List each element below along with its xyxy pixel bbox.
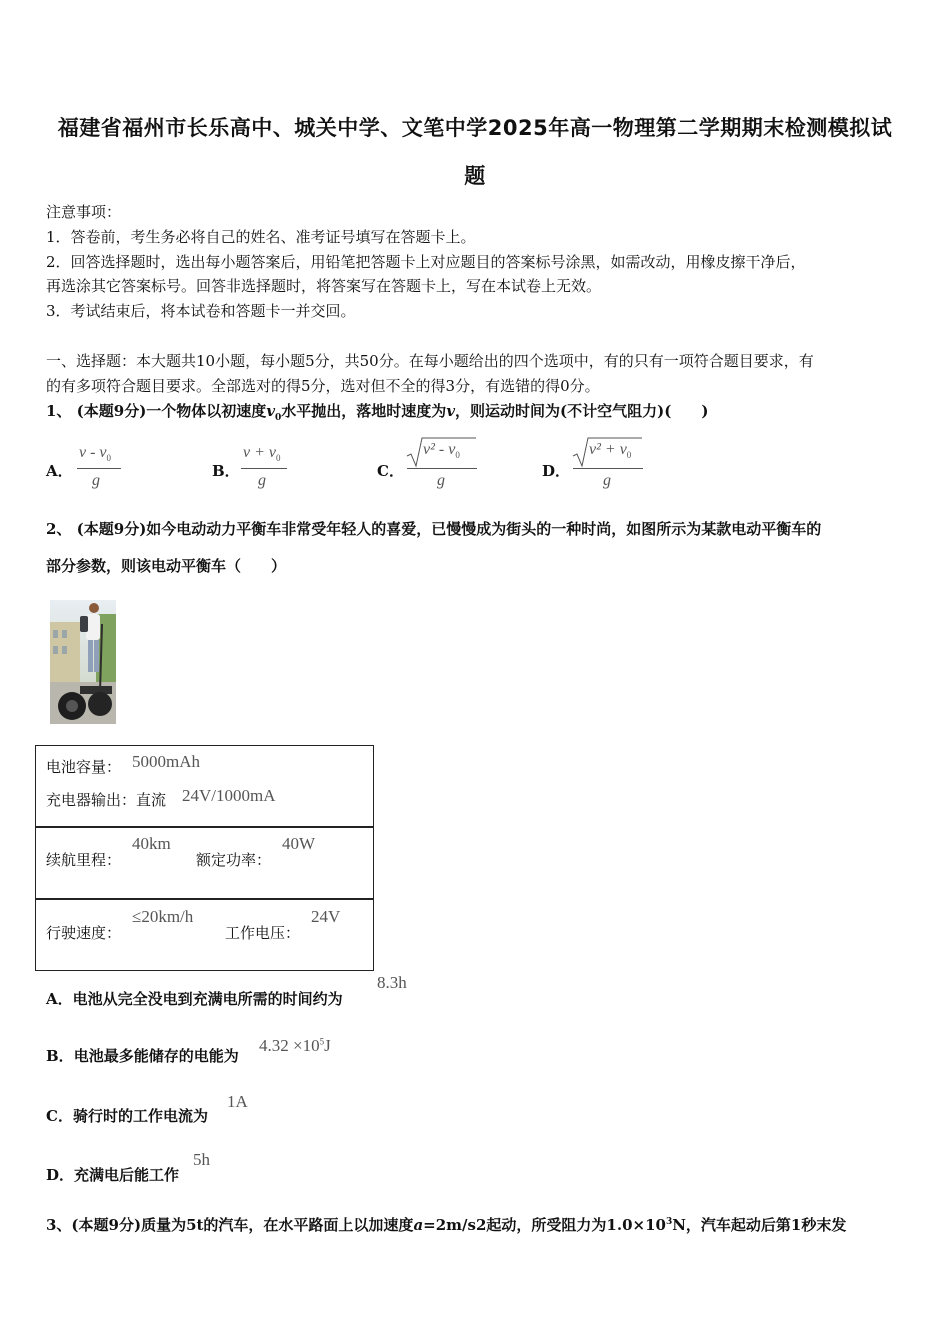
- battery-capacity-value: 5000mAh: [132, 752, 200, 771]
- question-1-stem: [46, 400, 708, 429]
- balance-scooter-photo: [50, 600, 116, 724]
- notice-item: 再选涂其它答案标号。回答非选择题时，将答案写在答题卡上，写在本试卷上无效。: [46, 277, 602, 295]
- option-text: 骑行时的工作电流为: [72, 1107, 208, 1125]
- charger-output-value: 24V/1000mA: [182, 786, 276, 805]
- notice-heading: 注意事项：: [46, 203, 122, 221]
- battery-capacity-label: 电池容量：: [46, 758, 122, 776]
- parameter-table: [35, 745, 374, 971]
- option-letter: A．: [46, 990, 73, 1008]
- range-value: 40km: [132, 834, 171, 853]
- option-letter: D．: [46, 1166, 75, 1184]
- option-b-label[interactable]: B．: [212, 462, 240, 480]
- question-2-stem-continued: 部分参数，则该电动平衡车（ ）: [46, 557, 287, 575]
- speed-label: 行驶速度：: [46, 924, 122, 942]
- option-c-denominator: g: [437, 472, 445, 489]
- variable-v: v: [266, 402, 276, 420]
- page-title: 福建省福州市长乐高中、城关中学、文笔中学2025年高一物理第二学期期末检测模拟试: [57, 116, 893, 140]
- question-3-stem: 3、(本题9分)质量为5t的汽车，在水平路面上以加速度a=2m/s2起动，所受阻力为$1.0\times 10^3N$，汽车起动后第1秒末发: [46, 1216, 847, 1234]
- option-text: 电池从完全没电到充满电所需的时间约为: [72, 990, 343, 1008]
- notice-item: 2．回答选择题时，选出每小题答案后，用铅笔把答题卡上对应题目的答案标号涂黑，如需改动，用橡皮擦干净后，: [46, 253, 806, 271]
- subscript: 0: [275, 413, 282, 423]
- section-instructions: 一、选择题：本大题共10小题，每小题5分，共50分。在每小题给出的四个选项中，有的只有一项符合题目要求，有: [46, 352, 814, 370]
- option-d-denominator: g: [603, 472, 611, 489]
- variable-v: v: [446, 402, 456, 420]
- option-c-numerator: $v^2 - v_0$: [423, 441, 460, 461]
- question-number: 1、: [46, 402, 72, 420]
- option-d[interactable]: [46, 1164, 179, 1186]
- option-b-denominator: g: [258, 472, 266, 489]
- range-label: 续航里程：: [46, 851, 122, 869]
- option-b[interactable]: [46, 1045, 239, 1067]
- fraction-bar: [241, 468, 287, 469]
- notice-item: 3．考试结束后，将本试卷和答题卡一并交回。: [46, 302, 356, 320]
- option-c-label[interactable]: C．: [377, 462, 404, 480]
- question-text: ，则运动时间为(不计空气阻力)( ): [455, 402, 709, 420]
- fraction-bar: [573, 468, 643, 469]
- option-a-denominator: g: [92, 472, 100, 489]
- option-b-numerator: $v + v_0$: [243, 444, 281, 464]
- option-d-value: 5h: [193, 1150, 210, 1169]
- speed-value: ≤20km/h: [132, 907, 194, 926]
- question-2-stem: 2、 (本题9分)如今电动动力平衡车非常受年轻人的喜爱，已慢慢成为街头的一种时尚，如图所示为某款电动平衡车的: [46, 520, 822, 538]
- question-text: (本题9分)一个物体以初速度: [76, 402, 267, 420]
- option-d-numerator: $v^2 + v_0$: [589, 441, 632, 461]
- voltage-value: 24V: [311, 907, 341, 926]
- option-letter: C．: [46, 1107, 73, 1125]
- voltage-label: 工作电压：: [225, 924, 301, 942]
- option-d-label[interactable]: D．: [542, 462, 571, 480]
- option-a[interactable]: [46, 988, 343, 1010]
- rated-power-value: 40W: [282, 834, 316, 853]
- option-text: 充满电后能工作: [74, 1166, 180, 1184]
- charger-output-label: 充电器输出：直流: [46, 791, 167, 809]
- rated-power-label: 额定功率：: [196, 851, 272, 869]
- page-title-continued: 题: [464, 164, 486, 188]
- option-c-value: 1A: [227, 1092, 248, 1111]
- option-b-value: $4.32 \times 10^5J$: [259, 1036, 331, 1055]
- option-a-label[interactable]: A．: [46, 462, 73, 480]
- option-letter: B．: [46, 1047, 74, 1065]
- fraction-bar: [407, 468, 477, 469]
- section-instructions: 的有多项符合题目要求。全部选对的得5分，选对但不全的得3分，有选错的得0分。: [46, 377, 600, 395]
- table-divider: [36, 826, 373, 828]
- question-text: 水平抛出，落地时速度为: [281, 402, 447, 420]
- option-text: 电池最多能储存的电能为: [73, 1047, 239, 1065]
- option-c[interactable]: [46, 1105, 208, 1127]
- variable-a: a: [413, 1216, 424, 1234]
- table-divider: [36, 898, 373, 900]
- option-a-numerator: v - $v_0$: [79, 444, 112, 464]
- fraction-bar: [77, 468, 121, 469]
- notice-item: 1．答卷前，考生务必将自己的姓名、准考证号填写在答题卡上。: [46, 228, 476, 246]
- option-a-value: 8.3h: [377, 973, 407, 992]
